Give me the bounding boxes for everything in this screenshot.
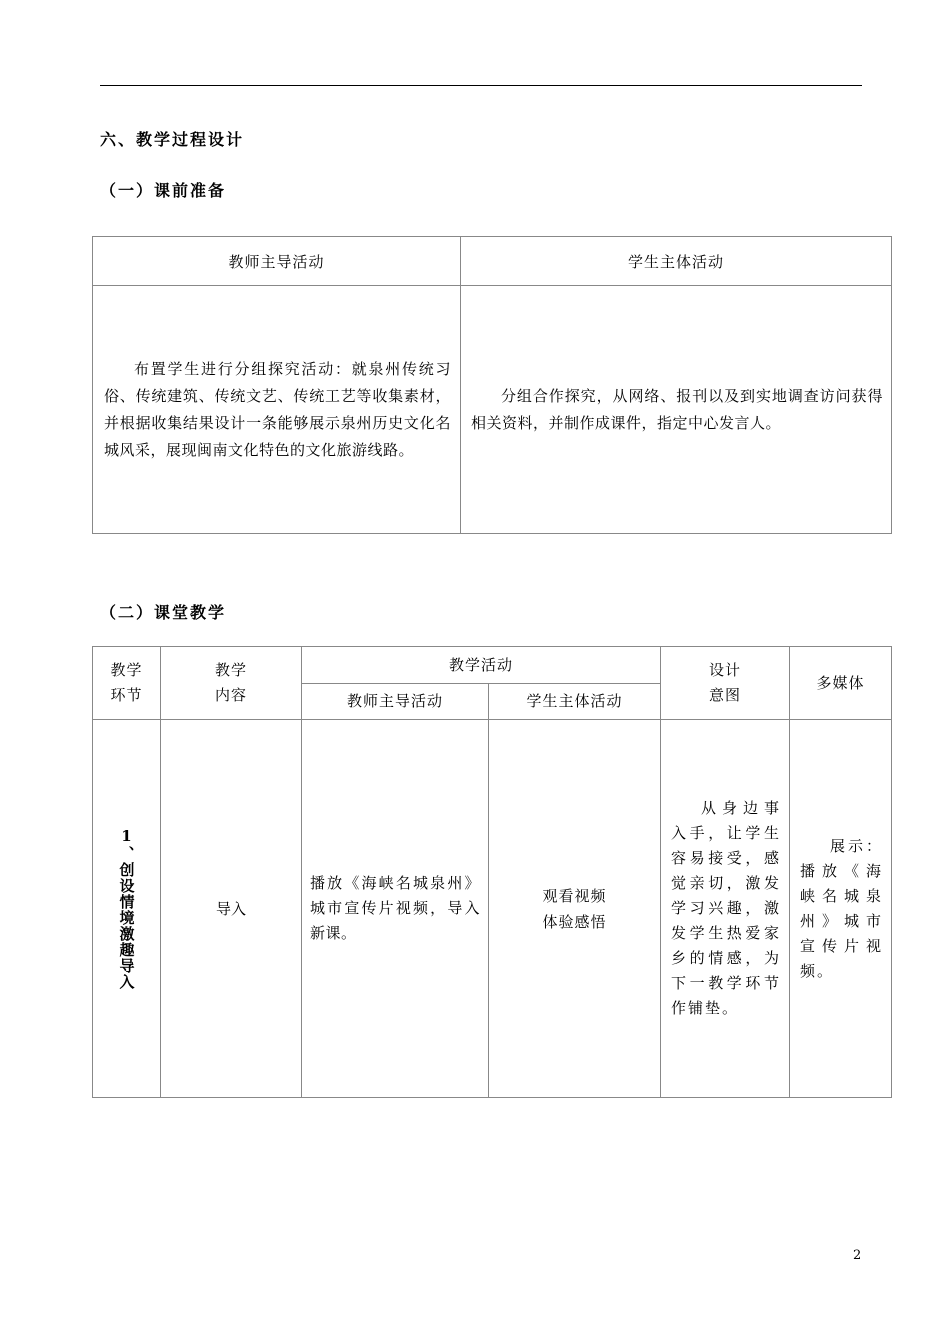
row-teacher: 播放《海峡名城泉州》城市宣传片视频，导入新课。: [310, 874, 480, 942]
header-rule: [100, 85, 862, 86]
prep-teacher-cell: [93, 286, 461, 534]
row-stage: 1、创设情境激趣导入: [117, 827, 136, 990]
prep-teacher-text: 布置学生进行分组探究活动：就泉州传统习俗、传统建筑、传统文艺、传统工艺等收集素材，并根据收集结果设计一条能够展示泉州历史文化名城风采，展现闽南文化特色的文化旅游线路。: [104, 359, 451, 459]
class-table: [92, 646, 892, 1098]
row-intent: 从身边事入手，让学生容易接受，感觉亲切，激发学习兴趣，激发学生热爱家乡的情感，为下一教学环节作铺垫。: [671, 799, 782, 1017]
row-student-line2: 体验感悟: [542, 912, 607, 931]
subsection-heading-2: （二）课堂教学: [100, 603, 227, 622]
row-media-cell: [790, 720, 892, 1098]
row-stage-cell: [93, 720, 161, 1098]
header-intent: [661, 647, 790, 720]
prep-col-student: 学生主体活动: [461, 237, 892, 286]
row-intent-cell: [661, 720, 790, 1098]
prep-col-teacher: 教师主导活动: [93, 237, 461, 286]
section-heading-6: 六、教学过程设计: [100, 130, 245, 149]
prep-student-cell: [461, 286, 892, 534]
row-student-line1: 观看视频: [542, 886, 607, 905]
table-row: [93, 720, 892, 1098]
prep-student-text: 分组合作探究，从网络、报刊以及到实地调查访问获得相关资料，并制作成课件，指定中心发言人。: [471, 386, 883, 432]
page-number: 2: [853, 1248, 862, 1263]
row-media: 展示：播放《海峡名城泉州》城市宣传片视频。: [800, 836, 884, 980]
header-intent-line2: 意图: [709, 686, 742, 704]
row-teacher-cell: [302, 720, 489, 1098]
header-content: [161, 647, 302, 720]
header-stage: [93, 647, 161, 720]
prep-table: [92, 236, 892, 534]
header-media: 多媒体: [790, 647, 892, 720]
row-student-cell: [489, 720, 661, 1098]
header-stage-line2: 环节: [110, 686, 143, 704]
row-content: 导入: [161, 720, 302, 1098]
header-activity: 教学活动: [302, 647, 661, 684]
header-content-line2: 内容: [214, 686, 247, 704]
header-stage-line1: 教学: [110, 661, 143, 679]
header-intent-line1: 设计: [709, 661, 742, 679]
header-teacher: 教师主导活动: [302, 684, 489, 720]
header-student: 学生主体活动: [489, 684, 661, 720]
subsection-heading-1: （一）课前准备: [100, 181, 227, 200]
header-content-line1: 教学: [214, 661, 247, 679]
